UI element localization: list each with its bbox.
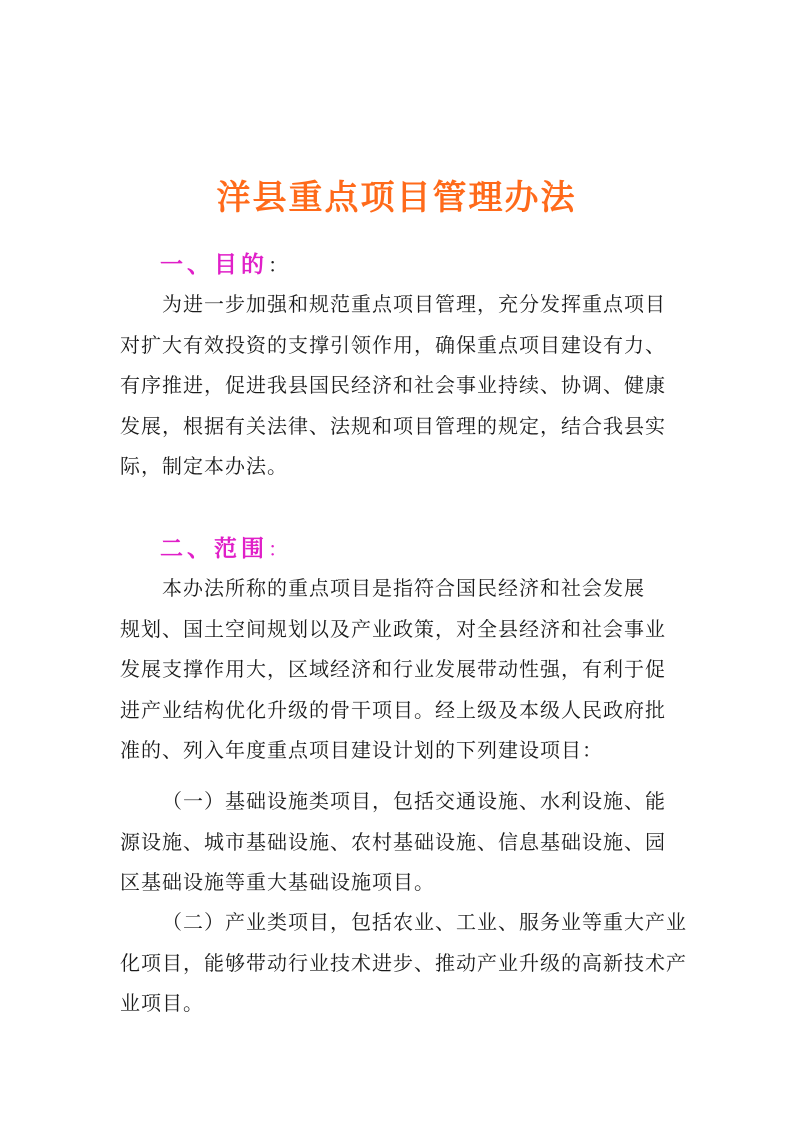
paragraph-line: 发展，根据有关法律、法规和项目管理的规定，结合我县实 bbox=[120, 413, 666, 438]
paragraph-line: 源设施、城市基础设施、农村基础设施、信息基础设施、园 bbox=[120, 829, 666, 854]
document-title: 洋县重点项目管理办法 bbox=[216, 178, 577, 218]
paragraph-line: 准的、列入年度重点项目建设计划的下列建设项目： bbox=[120, 738, 603, 762]
paragraph-line: （一）基础设施类项目，包括交通设施、水利设施、能 bbox=[162, 789, 666, 813]
paragraph-line: 本办法所称的重点项目是指符合国民经济和社会发展 bbox=[162, 576, 645, 600]
purpose-paragraph bbox=[120, 284, 680, 487]
paragraph-line: 进产业结构优化升级的骨干项目。经上级及本级人民政府批 bbox=[120, 697, 666, 722]
paragraph-line: 为进一步加强和规范重点项目管理，充分发挥重点项目 bbox=[162, 292, 666, 316]
section-heading-purpose-text: 一、目的 bbox=[160, 252, 268, 278]
paragraph-line: 区基础设施等重大基础设施项目。 bbox=[120, 870, 435, 894]
paragraph-line: 有序推进，促进我县国民经济和社会事业持续、协调、健康 bbox=[120, 373, 666, 397]
paragraph-line: 际，制定本办法。 bbox=[120, 454, 288, 478]
paragraph-line: 化项目，能够带动行业技术进步、推动产业升级的高新技术产 bbox=[120, 950, 687, 975]
scope-item-infrastructure bbox=[120, 781, 680, 903]
paragraph-line: 业项目。 bbox=[120, 991, 204, 1015]
scope-paragraph bbox=[120, 568, 680, 771]
section-heading-scope bbox=[160, 530, 288, 563]
section-heading-purpose-colon: ： bbox=[268, 253, 288, 277]
paragraph-line: 对扩大有效投资的支撑引领作用，确保重点项目建设有力、 bbox=[120, 332, 666, 357]
paragraph-line: 发展支撑作用大，区域经济和行业发展带动性强，有利于促 bbox=[120, 657, 666, 681]
section-heading-purpose bbox=[160, 246, 288, 279]
paragraph-line: （二）产业类项目，包括农业、工业、服务业等重大产业 bbox=[162, 910, 687, 934]
section-heading-scope-text: 二、范围 bbox=[160, 536, 268, 562]
scope-item-industry bbox=[120, 902, 687, 1024]
paragraph-line: 规划、国土空间规划以及产业政策，对全县经济和社会事业 bbox=[120, 616, 666, 641]
section-heading-scope-colon: ： bbox=[268, 537, 288, 561]
